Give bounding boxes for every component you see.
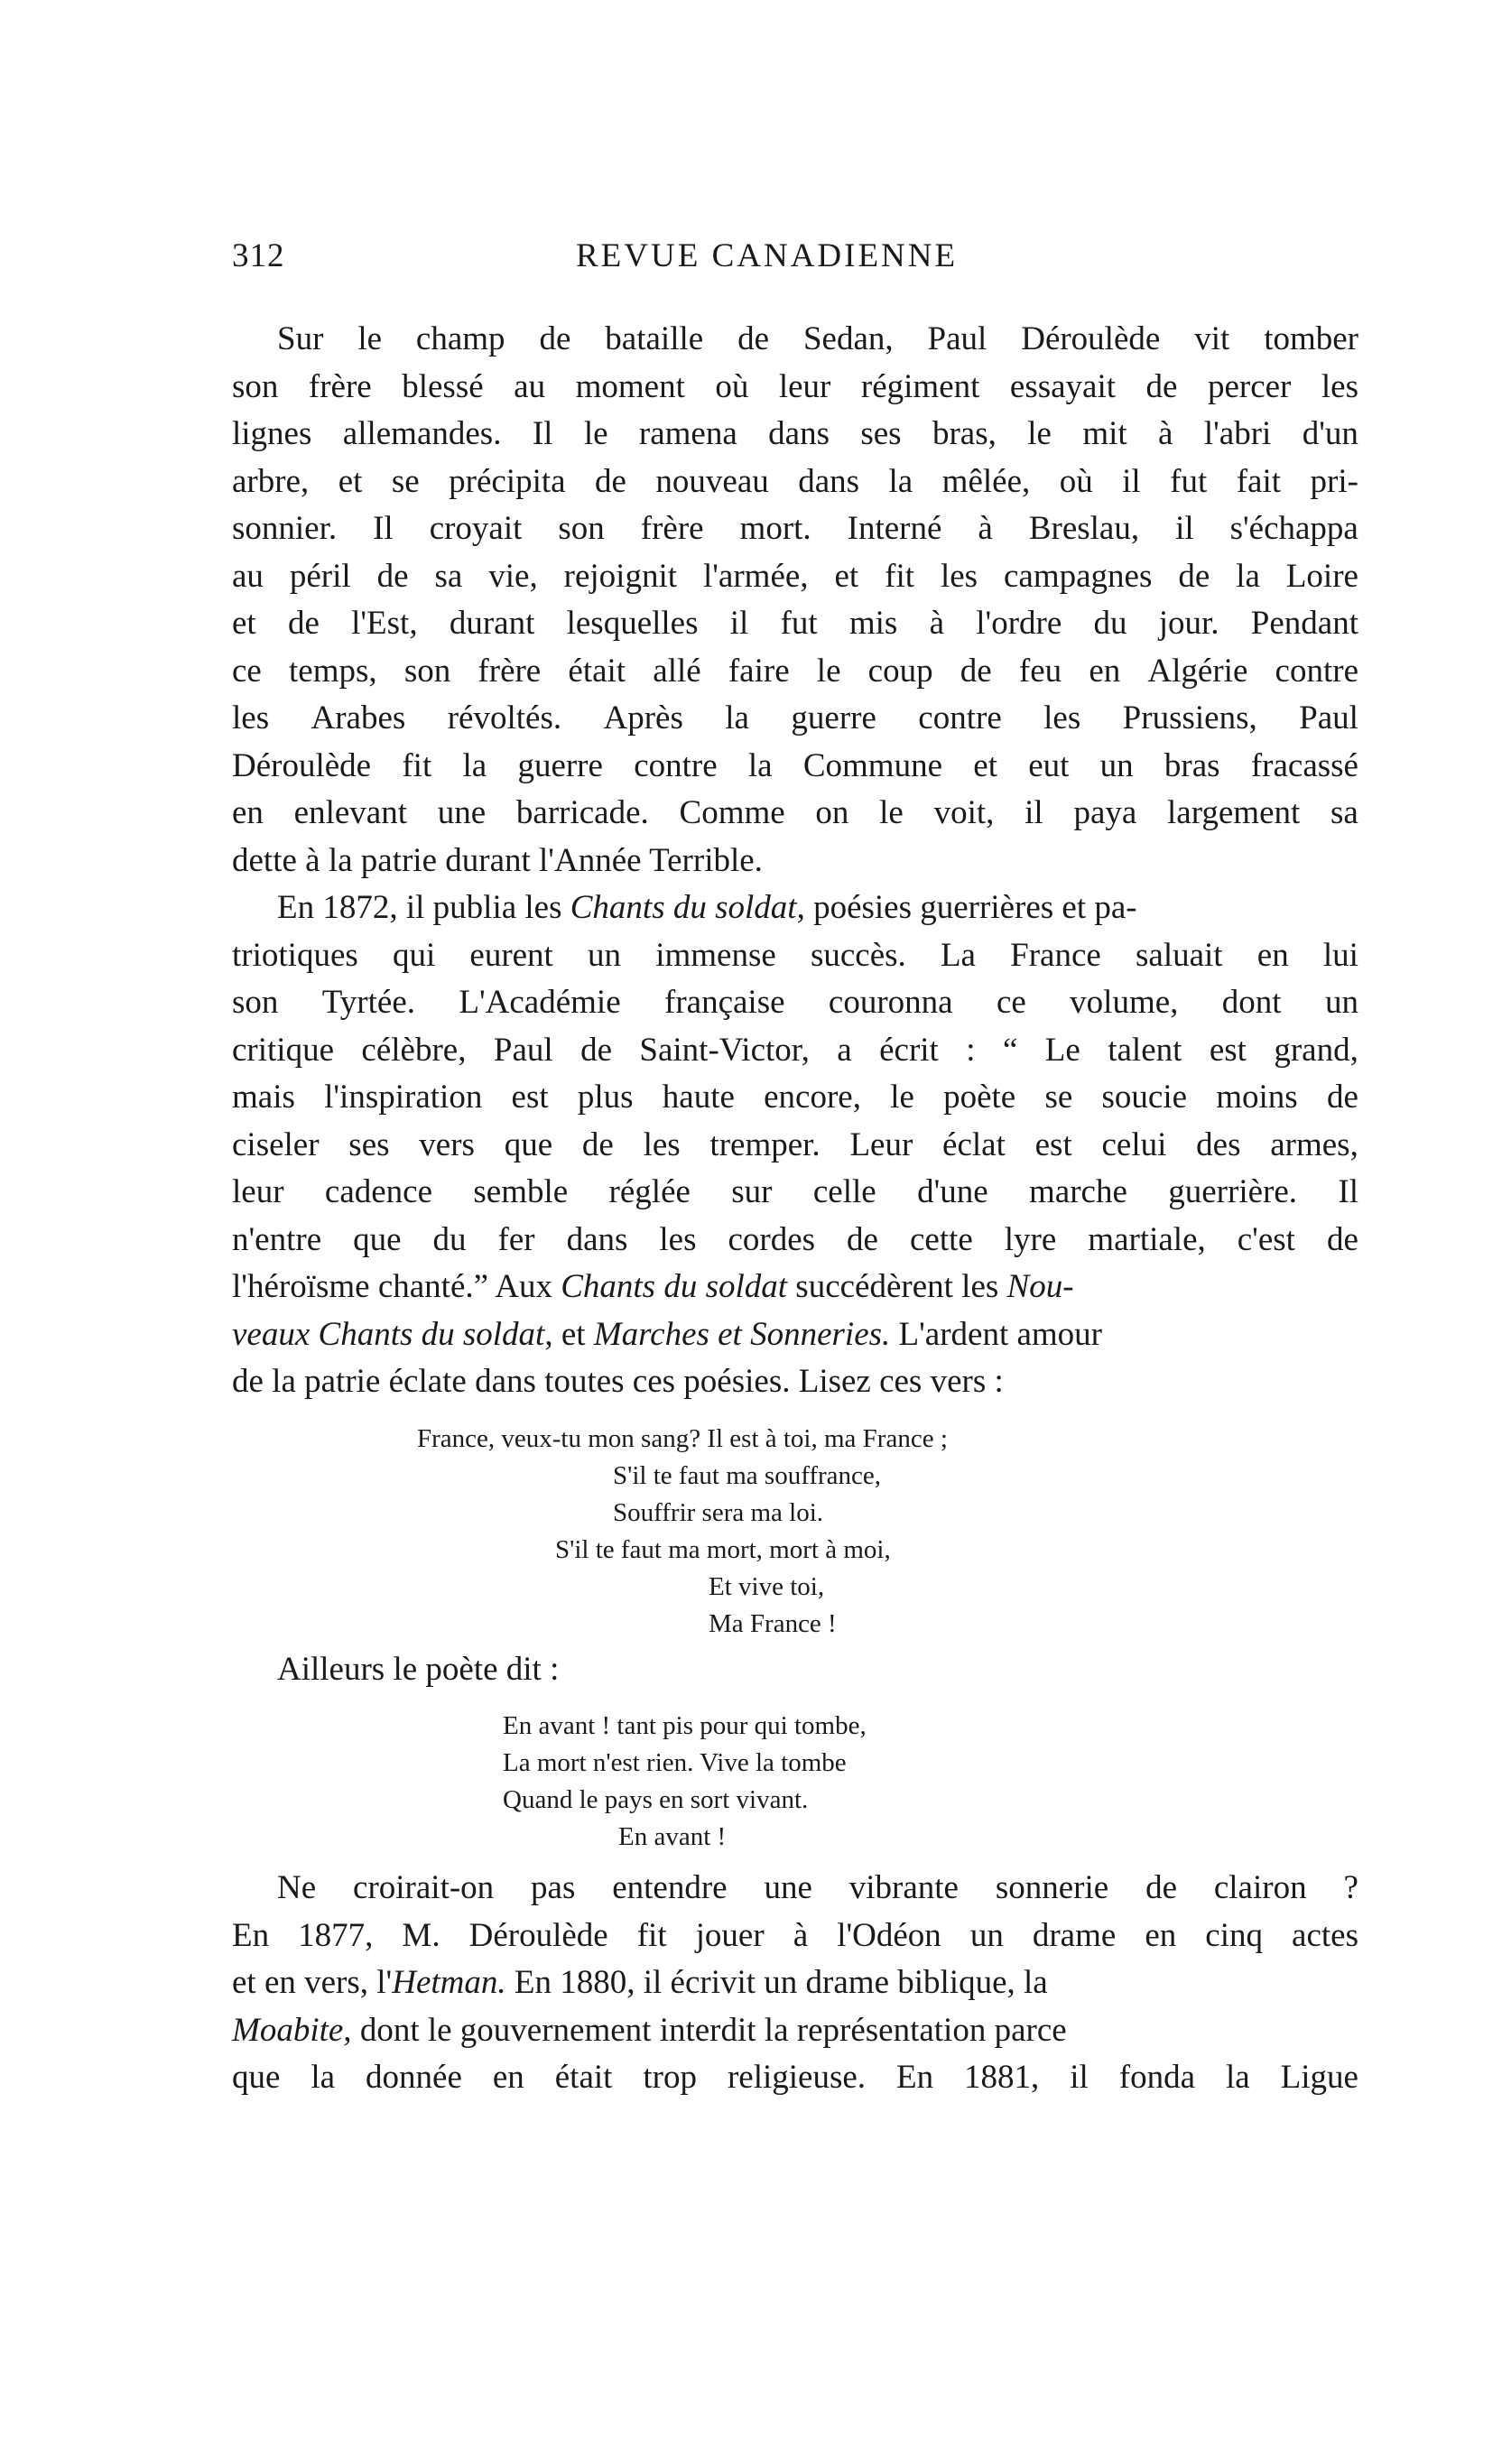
text-line: Déroulède fit la guerre contre la Commune et eut un bras fracassé — [232, 746, 1358, 784]
text-line: Ne croirait-on pas entendre une vibrante sonnerie de clairon ? — [277, 1869, 1358, 1906]
text-line: que la donnée en était trop religieuse. En 1881, il fonda la Ligue — [232, 2059, 1358, 2096]
text-segment: En 1880, il écrivit un drame biblique, la — [505, 1964, 1048, 2001]
verse-line: S'il te faut ma mort, mort à moi, — [555, 1534, 891, 1564]
play-title-hetman: Hetman. — [392, 1964, 506, 2001]
text-line: dette à la patrie durant l'Année Terrible. — [232, 841, 763, 879]
paragraph-3 — [232, 1865, 1358, 2102]
text-line — [232, 2007, 1358, 2055]
text-line — [232, 1311, 1358, 1359]
text-line — [232, 1959, 1358, 2007]
page-number: 312 — [232, 237, 285, 274]
book-title-chants-du-soldat: Chants du soldat — [561, 1268, 788, 1305]
text-line: lignes allemandes. Il le ramena dans ses bras, le mit à l'abri d'un — [232, 415, 1358, 452]
text-line: les Arabes révoltés. Après la guerre contre les Prussiens, Paul — [232, 699, 1358, 736]
verse-line: Et vive toi, — [709, 1571, 825, 1601]
text-line: leur cadence semble réglée sur celle d'une marche guerrière. Il — [232, 1173, 1358, 1210]
interlude-text: Ailleurs le poète dit : — [277, 1650, 560, 1688]
book-title-marches-et-sonneries: Marches et Sonneries. — [593, 1315, 891, 1353]
verse-line: Quand le pays en sort vivant. — [503, 1785, 809, 1814]
text-segment: , poésies guerrières et pa- — [796, 889, 1137, 926]
text-line: n'entre que du fer dans les cordes de cette lyre martiale, c'est de — [232, 1220, 1358, 1258]
text-segment: succédèrent les — [787, 1268, 1007, 1305]
text-segment: , et — [544, 1315, 594, 1353]
verse-line: Souffrir sera ma loi. — [613, 1497, 824, 1527]
text-line: critique célèbre, Paul de Saint-Victor, a écrit : “ Le talent est grand, — [232, 1031, 1358, 1069]
paragraph-2 — [232, 885, 1358, 1406]
text-line: triotiques qui eurent un immense succès. La France saluait en lui — [232, 936, 1358, 974]
text-line — [232, 1264, 1358, 1311]
text-segment: et en vers, l' — [232, 1964, 393, 2001]
text-line: en enlevant une barricade. Comme on le voit, il paya largement sa — [232, 794, 1358, 831]
verse-line: France, veux-tu mon sang? Il est à toi, ma France ; — [417, 1423, 948, 1453]
text-line: mais l'inspiration est plus haute encore, le poète se soucie moins de — [232, 1079, 1358, 1116]
body-text — [232, 316, 1358, 2102]
book-title-nouveaux: Nou- — [1006, 1268, 1074, 1305]
text-segment: L'ardent amour — [890, 1315, 1103, 1353]
text-line: sonnier. Il croyait son frère mort. Interné à Breslau, il s'échappa — [232, 510, 1358, 547]
text-line — [232, 885, 1358, 932]
verse-line: En avant ! tant pis pour qui tombe, — [503, 1711, 867, 1740]
verse-line: Ma France ! — [709, 1608, 837, 1638]
verse-block-2 — [232, 1699, 1358, 1852]
text-line: arbre, et se précipita de nouveau dans la mêlée, où il fut fait pri- — [232, 462, 1358, 500]
text-line: En 1877, M. Déroulède fit jouer à l'Odéon un drame en cinq actes — [232, 1916, 1358, 1954]
text-segment: dont le gouvernement interdit la représentation parce — [351, 2011, 1067, 2049]
text-line: et de l'Est, durant lesquelles il fut mis à l'ordre du jour. Pendant — [232, 605, 1358, 642]
text-line: de la patrie éclate dans toutes ces poésies. Lisez ces vers : — [232, 1363, 1004, 1400]
text-line: au péril de sa vie, rejoignit l'armée, et fit les campagnes de la Loire — [232, 557, 1358, 595]
book-title-chants-du-soldat: Chants du soldat — [570, 889, 797, 926]
text-segment: En 1872, il publia les — [277, 889, 570, 926]
verse-block-1 — [232, 1413, 1358, 1639]
text-line: ce temps, son frère était allé faire le coup de feu en Algérie contre — [232, 652, 1358, 690]
paragraph-1 — [232, 316, 1358, 885]
book-title-nouveaux-chants: veaux Chants du soldat — [232, 1315, 545, 1353]
page-header — [0, 236, 1502, 282]
running-title: REVUE CANADIENNE — [576, 237, 959, 274]
verse-line: La mort n'est rien. Vive la tombe — [503, 1748, 847, 1777]
text-line: ciseler ses vers que de les tremper. Leur éclat est celui des armes, — [232, 1125, 1358, 1163]
text-line: son Tyrtée. L'Académie française couronna ce volume, dont un — [232, 984, 1358, 1021]
verse-line: En avant ! — [618, 1822, 727, 1851]
text-line: son frère blessé au moment où leur régiment essayait de percer les — [232, 367, 1358, 405]
text-line: Sur le champ de bataille de Sedan, Paul Déroulède vit tomber — [277, 320, 1358, 357]
verse-line: S'il te faut ma souffrance, — [613, 1460, 882, 1490]
text-segment: l'héroïsme chanté.” Aux — [232, 1268, 561, 1305]
play-title-moabite: Moabite, — [232, 2011, 352, 2049]
